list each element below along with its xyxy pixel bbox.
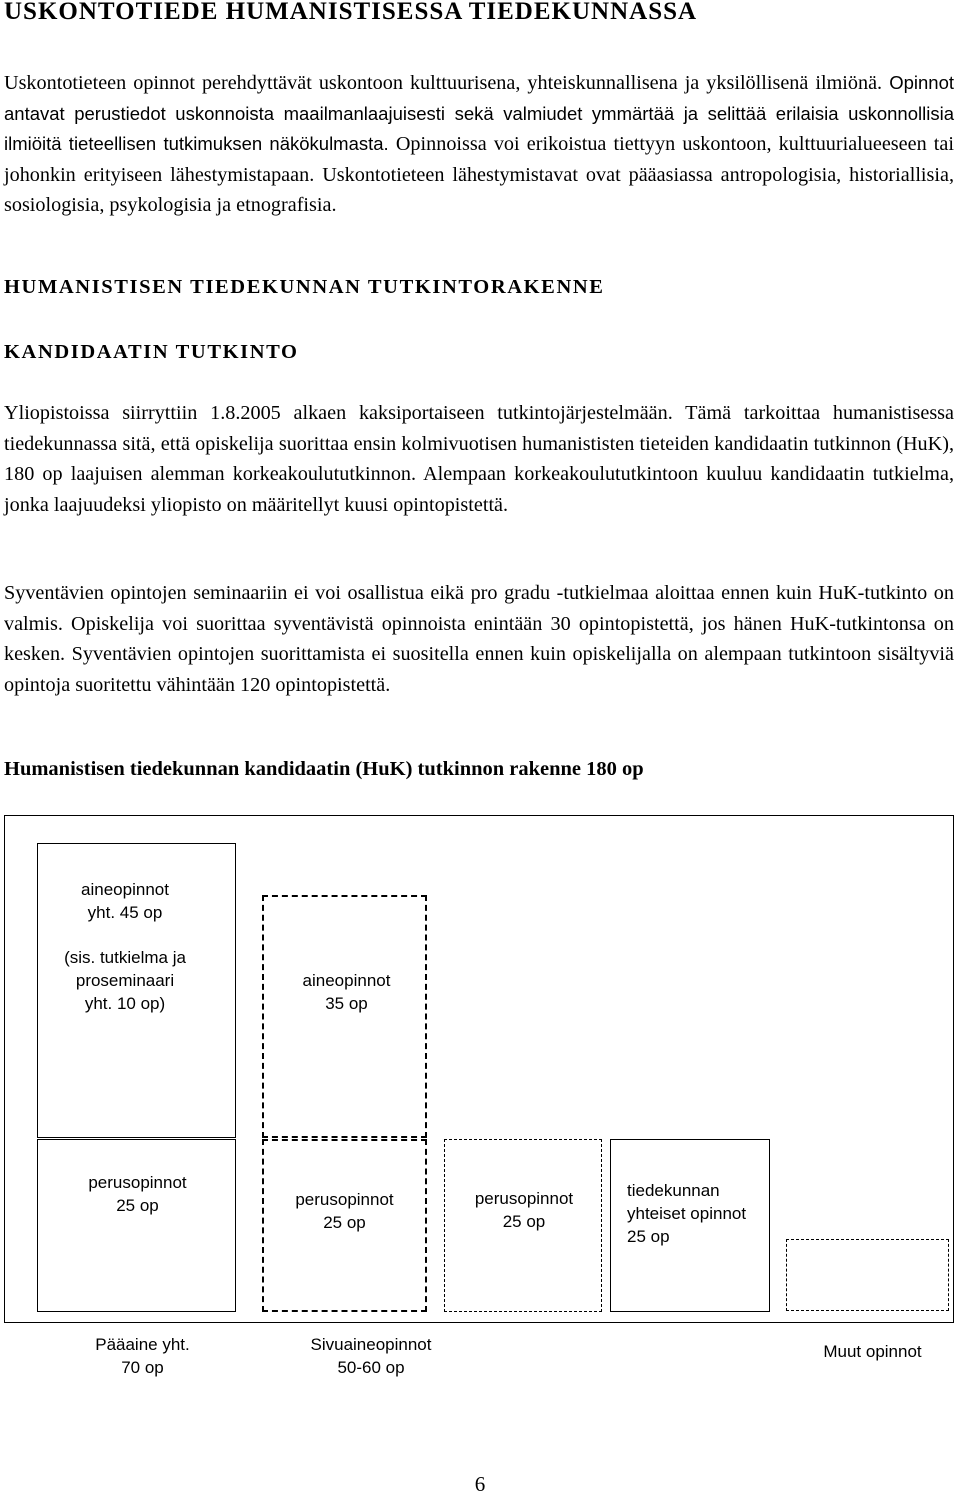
degree-sentence-2: Tämä tarkoittaa humanistisessa tiedekunnassa sitä, että opiskelija suorittaa ensin kolmivuotisen humanististen tieteiden kandidaatin tutkinnon (HuK), 180 op laajuisen alemman korkeakoulututkinnon. Alempaan korkeakoulututkintoon kuuluu kandidaatin tutkielma, jonka laajuudeksi yliopisto on määritellyt kuusi opintopistettä.: [4, 402, 954, 516]
minor-advanced-credits: 35 op: [325, 994, 368, 1013]
minor-basic-studies-box-2: [444, 1139, 602, 1312]
minor-basic-2-title: perusopinnot: [474, 1189, 574, 1208]
page-number: 6: [474, 1472, 486, 1496]
section-heading-degree: KANDIDAATIN TUTKINTO: [4, 341, 299, 363]
major-advanced-note-1: (sis. tutkielma ja: [64, 948, 186, 967]
intro-sentence-4: Uskontotieteen lähestymistavat ovat pääasiassa antropologisia, historiallisia, sosiologisia, psykologisia ja etnografisia.: [4, 163, 955, 216]
page-title: USKONTOTIEDE HUMANISTISESSA TIEDEKUNNASSA: [4, 0, 698, 25]
advanced-studies-paragraph: Syventävien opintojen seminaariin ei voi osallistua eikä pro gradu -tutkielmaa aloittaa ennen kuin HuK-tutkinto on valmis. Opiskelija voi suorittaa syventävistä opinnoista enintään 30 opintopistettä, jos hänen HuK-tutkintonsa on kesken. Syventävien opintojen suorittamista ei suositella ennen kuin opiskelijalla on alempaan tutkintoon sisältyviä opintoja suoritettu vähintään 120 opintopistettä.: [4, 582, 954, 696]
diagram-heading: Humanistisen tiedekunnan kandidaatin (HuK) tutkinnon rakenne 180 op: [4, 758, 644, 780]
minor-basic-2-credits: 25 op: [502, 1212, 546, 1231]
major-advanced-title: aineopinnot: [81, 880, 169, 899]
label-other-studies: Muut opinnot: [823, 1342, 922, 1361]
major-basic-credits: 25 op: [116, 1196, 159, 1215]
label-major-total: [80, 1333, 205, 1379]
minor-advanced-studies-box: [262, 895, 427, 1138]
faculty-common-title-1: tiedekunnan: [627, 1181, 720, 1200]
major-advanced-note-2: proseminaari: [75, 971, 175, 990]
label-minor-credits: 50-60 op: [337, 1358, 405, 1377]
label-major-title: Pääaine yht.: [95, 1335, 190, 1354]
intro-paragraph: [4, 68, 954, 221]
minor-basic-1-title: perusopinnot: [295, 1190, 394, 1209]
intro-sentence-2: Opinnot antavat perustiedot uskonnoista maailmanlaajuisesti sekä valmiudet ymmärtää ja selittää erilaisia uskonnollisia ilmiöitä tieteellisen tutkimuksen näkökulmasta.: [4, 72, 955, 154]
major-advanced-credits: yht. 45 op: [87, 903, 163, 922]
label-minor-total: [286, 1333, 456, 1379]
intro-sentence-1: Uskontotieteen opinnot perehdyttävät uskontoon kulttuurisena, yhteiskunnallisena ja yksilöllisenä ilmiönä.: [4, 72, 883, 94]
label-minor-title: Sivuaineopinnot: [310, 1335, 432, 1354]
minor-basic-studies-box-1: [262, 1139, 427, 1312]
degree-sentence-1: Yliopistoissa siirryttiin 1.8.2005 alkaen kaksiportaiseen tutkintojärjestelmään.: [4, 402, 673, 424]
faculty-common-credits: 25 op: [627, 1227, 670, 1246]
major-advanced-studies-box: [37, 843, 236, 1138]
intro-sentence-3: Opinnoissa voi erikoistua tiettyyn uskontoon, kulttuurialueeseen tai johonkin erityiseen lähestymistapaan.: [4, 133, 954, 186]
major-basic-studies-box: [37, 1139, 236, 1312]
major-basic-title: perusopinnot: [88, 1173, 187, 1192]
label-major-credits: 70 op: [121, 1358, 164, 1377]
faculty-common-title-2: yhteiset opinnot: [627, 1204, 747, 1223]
minor-advanced-title: aineopinnot: [302, 971, 391, 990]
faculty-common-studies-box: [610, 1139, 770, 1312]
degree-paragraph: [4, 398, 954, 520]
section-heading-structure: HUMANISTISEN TIEDEKUNNAN TUTKINTORAKENNE: [4, 276, 605, 298]
major-advanced-note-3: yht. 10 op): [84, 994, 166, 1013]
other-studies-box: [786, 1239, 949, 1311]
minor-basic-1-credits: 25 op: [323, 1213, 366, 1232]
